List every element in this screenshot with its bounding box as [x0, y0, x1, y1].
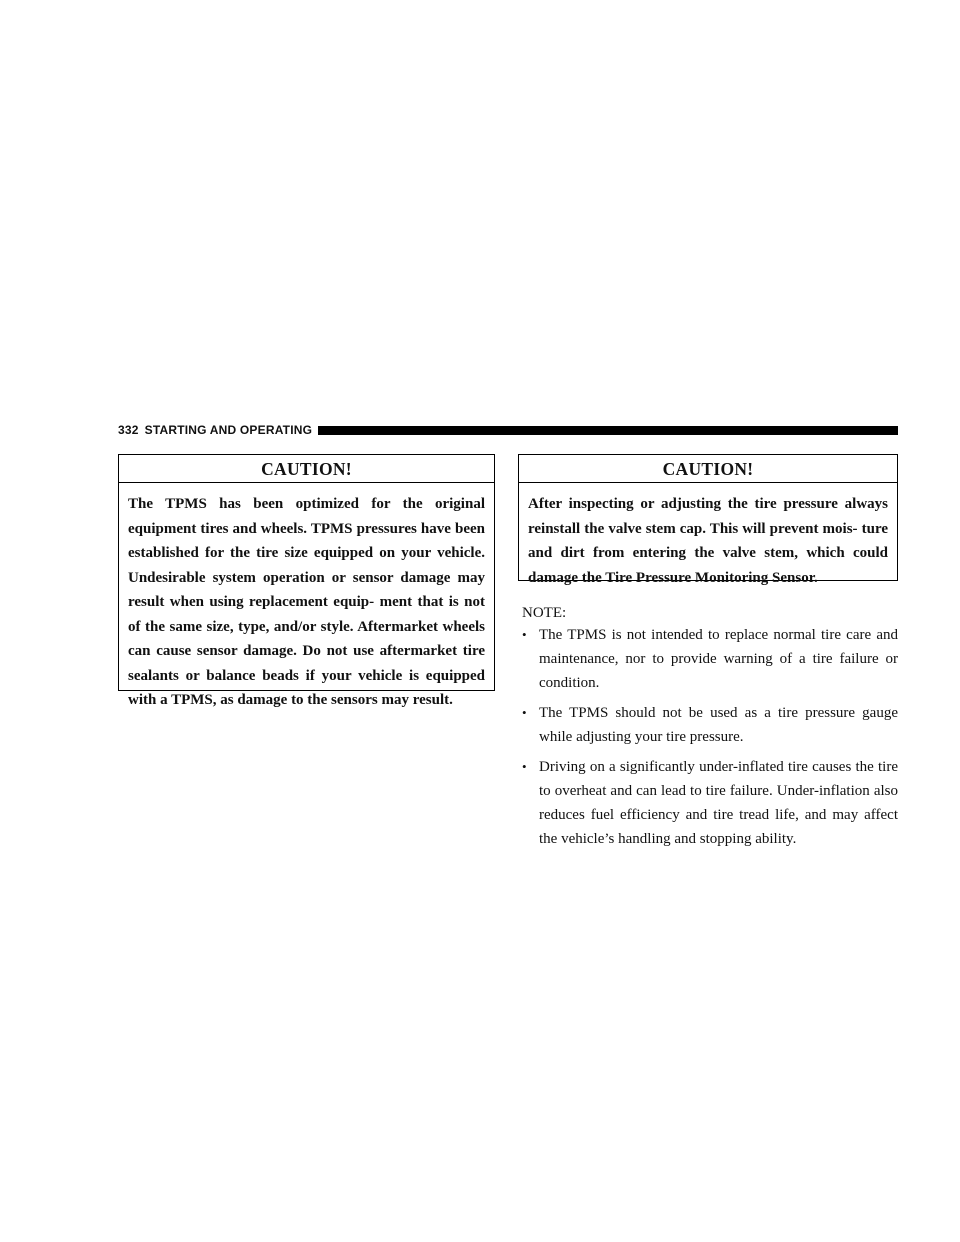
note-item-text: The TPMS is not intended to replace normal tire care and maintenance, nor to provide warning of a tire failure or condition. — [539, 627, 898, 691]
bullet-icon: • — [522, 759, 527, 774]
note-label: NOTE: — [522, 605, 567, 621]
note-item-text: Driving on a significantly under-inflated tire causes the tire to overheat and can lead to tire failure. Under-inflation also reduces fuel efficiency and tire tread life, and may affect the vehicle’s handling and stopping ability. — [539, 759, 898, 847]
header-rule — [318, 426, 898, 435]
page-number: 332 — [118, 423, 139, 437]
page-header — [118, 423, 898, 437]
list-item — [522, 755, 898, 851]
section-title: STARTING AND OPERATING — [144, 423, 313, 437]
note-section — [522, 603, 898, 857]
caution-box-right — [518, 454, 898, 586]
caution-box-left — [118, 454, 495, 708]
caution-body: After inspecting or adjusting the tire pressure always reinstall the valve stem cap. This will prevent mois- ture and dirt from entering the valve stem, which could damage the Tire Pressure Monitoring Sensor. — [528, 496, 888, 586]
note-list — [522, 623, 898, 851]
caution-body: The TPMS has been optimized for the original equipment tires and wheels. TPMS pressures have been established for the tire size equipped on your vehicle. Undesirable system operation or sensor damage may result when using replacement equip- ment that is not of the same size, type, and/or style. Aftermarket wheels can cause sensor damage. Do not use aftermarket tire sealants or balance beads if your vehicle is equipped with a TPMS, as damage to the sensors may result. — [128, 496, 485, 708]
caution-title: CAUTION! — [119, 455, 494, 483]
bullet-icon: • — [522, 627, 527, 642]
list-item — [522, 623, 898, 695]
list-item — [522, 701, 898, 749]
bullet-icon: • — [522, 705, 527, 720]
note-item-text: The TPMS should not be used as a tire pressure gauge while adjusting your tire pressure. — [539, 705, 898, 745]
caution-title: CAUTION! — [519, 455, 897, 483]
